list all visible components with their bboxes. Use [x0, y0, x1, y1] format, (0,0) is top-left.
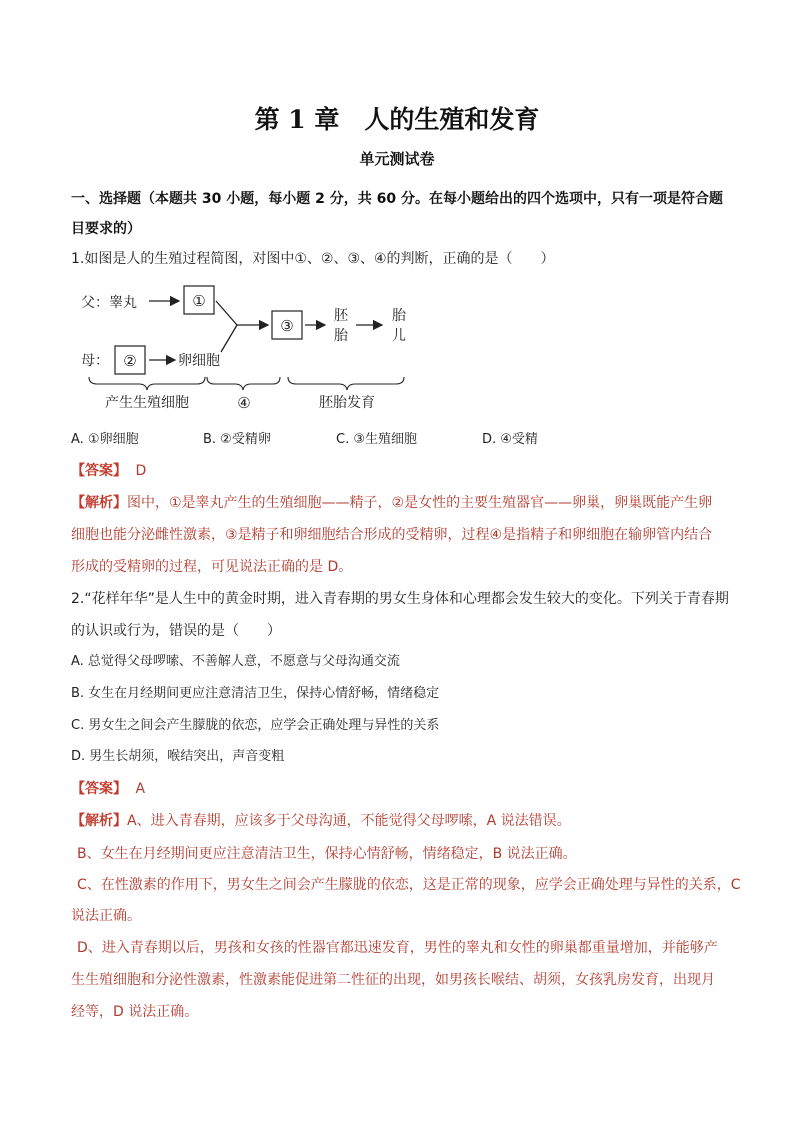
- q2-analysis-text-1: A、进入青春期，应该多于父母沟通，不能觉得父母啰嗦，A 说法错误。: [127, 813, 571, 829]
- line-box1-to-junction: [216, 301, 237, 325]
- q2-analysis-line-4: 说法正确。: [71, 908, 141, 924]
- q2-analysis-line-3: C、在性激素的作用下，男女生之间会产生朦胧的依恋，这是正常的现象，应学会正确处理与异性的关系，C: [77, 877, 741, 893]
- q2-answer-tag: 【答案】: [71, 781, 127, 797]
- q1-option-b: B. ②受精卵: [203, 432, 271, 447]
- q2-stem-line-2: 的认识或行为，错误的是（ ）: [71, 623, 281, 639]
- q1-option-d: D. ④受精: [482, 432, 538, 447]
- q2-option-b: B. 女生在月经期间更应注意清洁卫生，保持心情舒畅，情绪稳定: [71, 686, 440, 701]
- diagram-box-2-label: ②: [123, 352, 137, 370]
- q1-answer-value: D: [135, 463, 147, 479]
- q1-analysis-line-1: [71, 493, 731, 513]
- brace-1-label: 产生生殖细胞: [105, 395, 189, 411]
- q2-option-d: D. 男生长胡须，喉结突出，声音变粗: [71, 749, 285, 764]
- diagram-embryo-bottom: 胎: [334, 328, 348, 344]
- brace-3-label: 胚胎发育: [319, 395, 375, 411]
- q1-analysis-text-1: 图中，①是睾丸产生的生殖细胞——精子，②是女性的主要生殖器官——卵巢，卵巢既能产生卵: [127, 495, 713, 511]
- q1-answer-tag: 【答案】: [71, 463, 127, 479]
- q2-analysis-line-7: 经等，D 说法正确。: [71, 1004, 199, 1020]
- q2-stem-line-1: 2.“花样年华”是人生中的黄金时期，进入青春期的男女生身体和心理都会发生较大的变化。下列关于青春期: [71, 591, 729, 607]
- q1-option-a: A. ①卵细胞: [71, 432, 139, 447]
- q2-answer-value: A: [135, 781, 146, 797]
- line-egg-to-junction: [221, 325, 237, 352]
- diagram-box-1-label: ①: [192, 292, 206, 310]
- page-title: 第 1 章 人的生殖和发育: [254, 105, 540, 134]
- brace-3: [288, 377, 404, 390]
- q1-option-c: C. ③生殖细胞: [336, 432, 417, 447]
- brace-2-label: ④: [237, 394, 251, 412]
- reproduction-diagram: [71, 280, 431, 420]
- q1-stem: 1.如图是人的生殖过程简图，对图中①、②、③、④的判断，正确的是（ ）: [71, 251, 555, 267]
- q2-analysis-line-1: [71, 811, 731, 831]
- q2-answer-line: [71, 779, 731, 799]
- diagram-father-label: 父：睾丸: [81, 295, 137, 311]
- q1-answer-line: [71, 461, 731, 481]
- brace-2: [207, 377, 280, 390]
- diagram-fetus-bottom: 儿: [392, 328, 406, 344]
- diagram-fetus-top: 胎: [392, 308, 406, 324]
- section-header: 一、选择题（本题共 30 小题，每小题 2 分，共 60 分。在每小题给出的四个选项中，只有一项是符合题目要求的）: [71, 191, 723, 237]
- diagram-embryo-top: 胚: [334, 308, 348, 324]
- q1-analysis-line-2: 细胞也能分泌雌性激素，③是精子和卵细胞结合形成的受精卵，过程④是指精子和卵细胞在输卵管内结合: [71, 527, 713, 543]
- q2-analysis-line-5: D、进入青春期以后，男孩和女孩的性器官都迅速发育，男性的睾丸和女性的卵巢都重量增加，并能够产: [77, 940, 718, 956]
- diagram-mother-label: 母：: [81, 353, 109, 369]
- q2-analysis-line-2: B、女生在月经期间更应注意清洁卫生，保持心情舒畅，情绪稳定，B 说法正确。: [77, 846, 577, 862]
- diagram-egg-label: 卵细胞: [178, 353, 220, 369]
- q1-analysis-tag: 【解析】: [71, 495, 127, 511]
- q2-option-a: A. 总觉得父母啰嗦、不善解人意，不愿意与父母沟通交流: [71, 654, 400, 669]
- diagram-box-3-label: ③: [280, 317, 294, 335]
- q2-option-c: C. 男女生之间会产生朦胧的依恋，应学会正确处理与异性的关系: [71, 718, 440, 733]
- q1-analysis-line-3: 形成的受精卵的过程，可见说法正确的是 D。: [71, 559, 353, 575]
- q2-analysis-tag: 【解析】: [71, 813, 127, 829]
- page-subtitle: 单元测试卷: [359, 150, 435, 168]
- brace-1: [89, 377, 205, 390]
- q2-analysis-line-6: 生生殖细胞和分泌性激素，性激素能促进第二性征的出现，如男孩长喉结、胡须，女孩乳房发育，出现月: [71, 972, 715, 988]
